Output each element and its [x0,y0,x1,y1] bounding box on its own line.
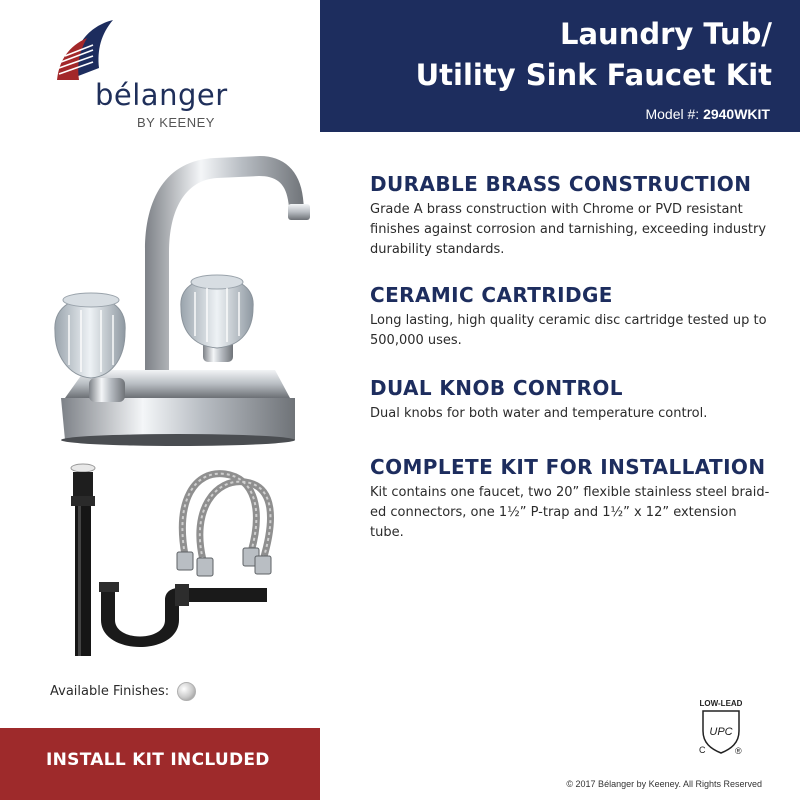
feature-text: Grade A brass construction with Chrome or PVD resistant finishes against corrosion and tarnishing, exceeding industry durability standards. [370,202,767,257]
model-label: Model #: [645,106,700,122]
cert-c-left: C [699,745,706,755]
feature-complete-kit [370,455,770,543]
banner-text: INSTALL KIT INCLUDED [46,750,270,770]
faucet-image [45,140,355,450]
feature-title: DURABLE BRASS CONSTRUCTION [370,172,752,196]
brand-subtitle: BY KEENEY [137,115,215,130]
model-value: 2940WKIT [703,106,770,122]
feature-brass-construction [370,172,770,260]
feature-text: Dual knobs for both water and temperature control. [370,406,708,421]
model-number [645,106,770,122]
feature-dual-knob [370,376,770,424]
title-line-1: Laundry Tub/ [560,17,772,51]
cert-mark-text: UPC [709,726,733,738]
upc-low-lead-icon [695,697,747,757]
copyright-text: © 2017 Bélanger by Keeney. All Rights Reserved [566,779,762,789]
feature-text: Kit contains one faucet, two 20” flexible stainless steel braid-ed connectors, one 1½” P-trap and 1½” x 12” extension tube. [370,485,770,540]
brand-mark-icon [53,16,133,86]
install-kit-image [55,460,285,660]
finishes-label: Available Finishes: [50,684,170,699]
feature-title: CERAMIC CARTRIDGE [370,283,613,307]
title-header [320,0,800,132]
brand-logo [45,16,228,130]
install-kit-banner [0,728,320,800]
product-title [416,14,772,96]
title-line-2: Utility Sink Faucet Kit [415,58,772,92]
feature-title: COMPLETE KIT FOR INSTALLATION [370,455,766,479]
available-finishes [50,682,196,701]
cert-top-text: LOW-LEAD [699,699,743,708]
brand-name: bélanger [95,78,228,112]
feature-title: DUAL KNOB CONTROL [370,376,623,400]
chrome-finish-swatch[interactable] [177,682,196,701]
feature-ceramic-cartridge [370,283,770,351]
cert-c-right: ® [735,746,742,756]
feature-text: Long lasting, high quality ceramic disc cartridge tested up to 500,000 uses. [370,313,767,348]
